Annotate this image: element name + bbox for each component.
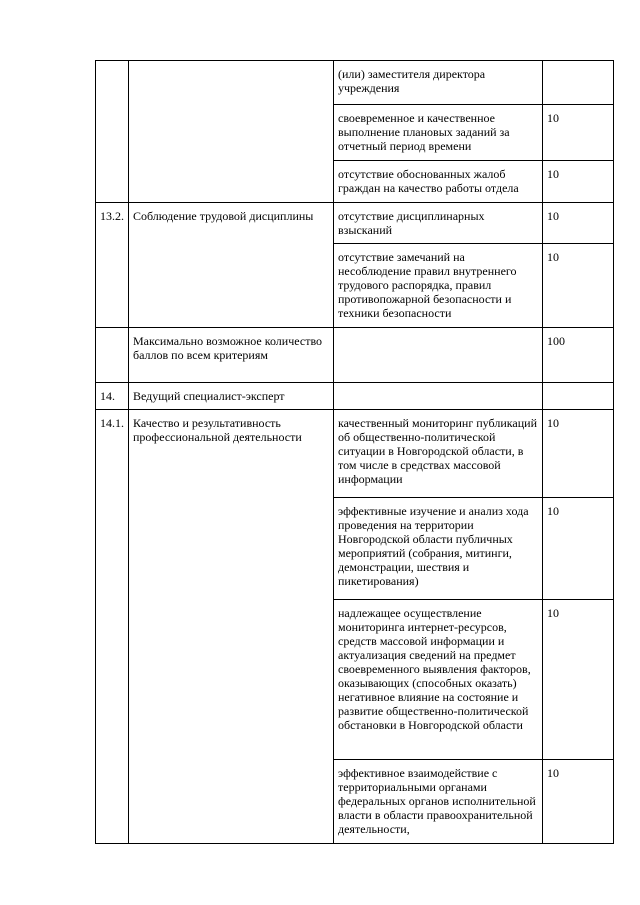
points-cell: 10 xyxy=(543,498,614,600)
criteria-table xyxy=(95,60,614,844)
criterion-title-cell: Ведущий специалист-эксперт xyxy=(129,383,334,410)
criterion-title-cell: Качество и результативность профессиональной деятельности xyxy=(129,410,334,844)
points-cell: 100 xyxy=(543,328,614,383)
indicator-cell xyxy=(334,328,543,383)
points-cell: 10 xyxy=(543,203,614,244)
points-cell: 10 xyxy=(543,410,614,498)
table-row-total xyxy=(96,328,614,383)
points-cell: 10 xyxy=(543,760,614,844)
points-cell xyxy=(543,61,614,105)
indicator-cell: отсутствие замечаний на несоблюдение правил внутреннего трудового распорядка, правил противопожарной безопасности и техники безопасности xyxy=(334,244,543,328)
indicator-cell: (или) заместителя директора учреждения xyxy=(334,61,543,105)
indicator-cell: отсутствие обоснованных жалоб граждан на качество работы отдела xyxy=(334,161,543,203)
table-row xyxy=(96,61,614,105)
criterion-title-cell xyxy=(129,61,334,203)
table-row-section xyxy=(96,383,614,410)
indicator-cell: эффективные изучение и анализ хода проведения на территории Новгородской области публичных мероприятий (собрания, митинги, демонстрации, шествия и пикетирования) xyxy=(334,498,543,600)
indicator-cell: своевременное и качественное выполнение плановых заданий за отчетный период времени xyxy=(334,105,543,161)
row-number-cell: 14.1. xyxy=(96,410,129,844)
indicator-cell: эффективное взаимодействие с территориальными органами федеральных органов исполнительной власти в области правоохранительной деятельности, xyxy=(334,760,543,844)
indicator-cell xyxy=(334,383,543,410)
criterion-title-cell: Максимально возможное количество баллов по всем критериям xyxy=(129,328,334,383)
table-row xyxy=(96,203,614,244)
row-number-cell xyxy=(96,61,129,203)
row-number-cell: 14. xyxy=(96,383,129,410)
row-number-cell xyxy=(96,328,129,383)
points-cell: 10 xyxy=(543,161,614,203)
points-cell: 10 xyxy=(543,105,614,161)
points-cell: 10 xyxy=(543,244,614,328)
table-row xyxy=(96,410,614,498)
points-cell xyxy=(543,383,614,410)
indicator-cell: надлежащее осуществление мониторинга интернет-ресурсов, средств массовой информации и актуализация сведений на предмет своевременного выявления факторов, оказывающих (способных оказать) негативное влияние на состояние и развитие общественно-политической обстановки в Новгородской области xyxy=(334,600,543,760)
points-cell: 10 xyxy=(543,600,614,760)
row-number-cell: 13.2. xyxy=(96,203,129,328)
indicator-cell: отсутствие дисциплинарных взысканий xyxy=(334,203,543,244)
indicator-cell: качественный мониторинг публикаций об общественно-политической ситуации в Новгородской области, в том числе в средствах массовой информации xyxy=(334,410,543,498)
criterion-title-cell: Соблюдение трудовой дисциплины xyxy=(129,203,334,328)
